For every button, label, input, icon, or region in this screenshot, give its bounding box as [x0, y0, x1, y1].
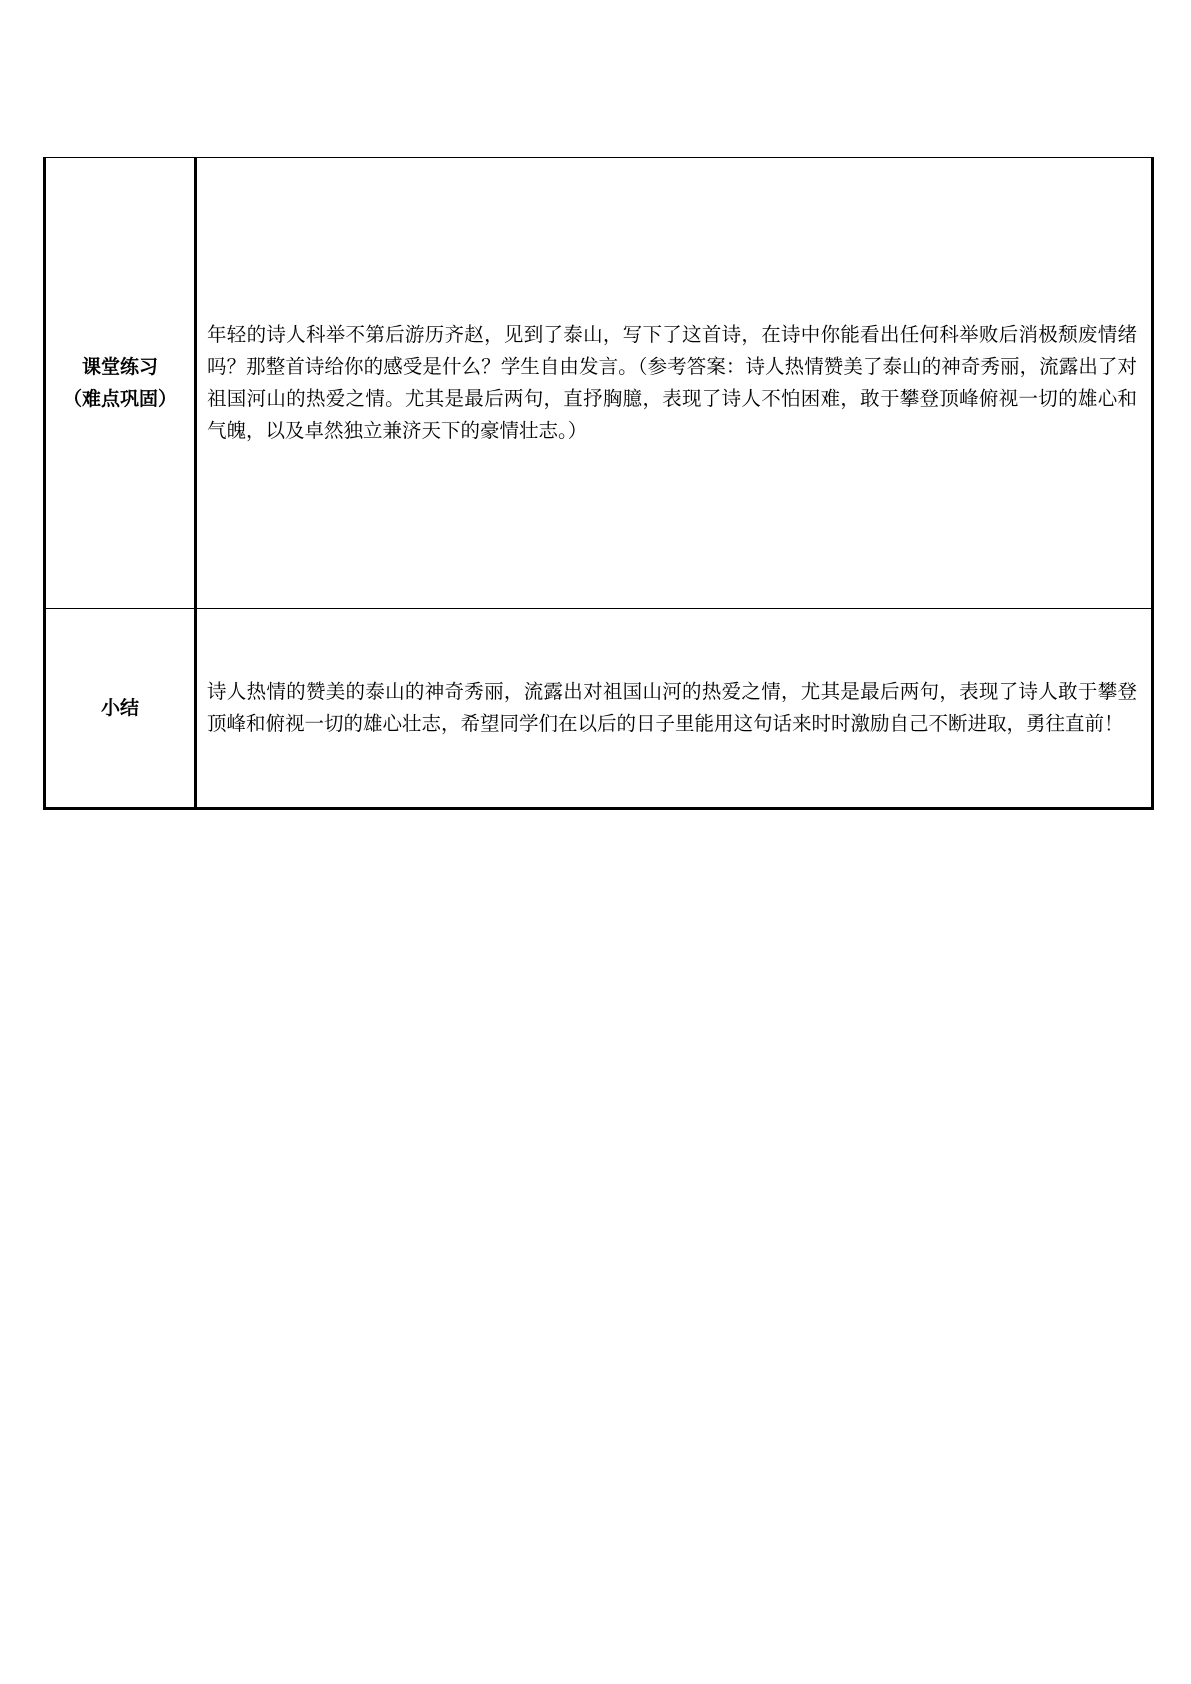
summary-label-cell — [45, 609, 196, 809]
lesson-plan-table — [43, 157, 1154, 810]
table-row-practice — [45, 158, 1153, 609]
table-row-summary — [45, 609, 1153, 809]
practice-sublabel: （难点巩固） — [62, 388, 177, 410]
practice-label-cell — [45, 158, 196, 609]
practice-label: 课堂练习 — [81, 356, 158, 378]
summary-content: 诗人热情的赞美的泰山的神奇秀丽，流露出对祖国山河的热爱之情，尤其是最后两句，表现了诗人敢于攀登顶峰和俯视一切的雄心壮志，希望同学们在以后的日子里能用这句话来时时激励自己不断进取，勇往直前！ — [196, 609, 1153, 809]
summary-label: 小结 — [100, 697, 139, 719]
practice-content: 年轻的诗人科举不第后游历齐赵，见到了泰山，写下了这首诗，在诗中你能看出任何科举败后消极颓废情绪吗？那整首诗给你的感受是什么？学生自由发言。（参考答案：诗人热情赞美了泰山的神奇秀丽，流露出了对祖国河山的热爱之情。尤其是最后两句，直抒胸臆，表现了诗人不怕困难，敢于攀登顶峰俯视一切的雄心和气魄，以及卓然独立兼济天下的豪情壮志。） — [196, 158, 1153, 609]
